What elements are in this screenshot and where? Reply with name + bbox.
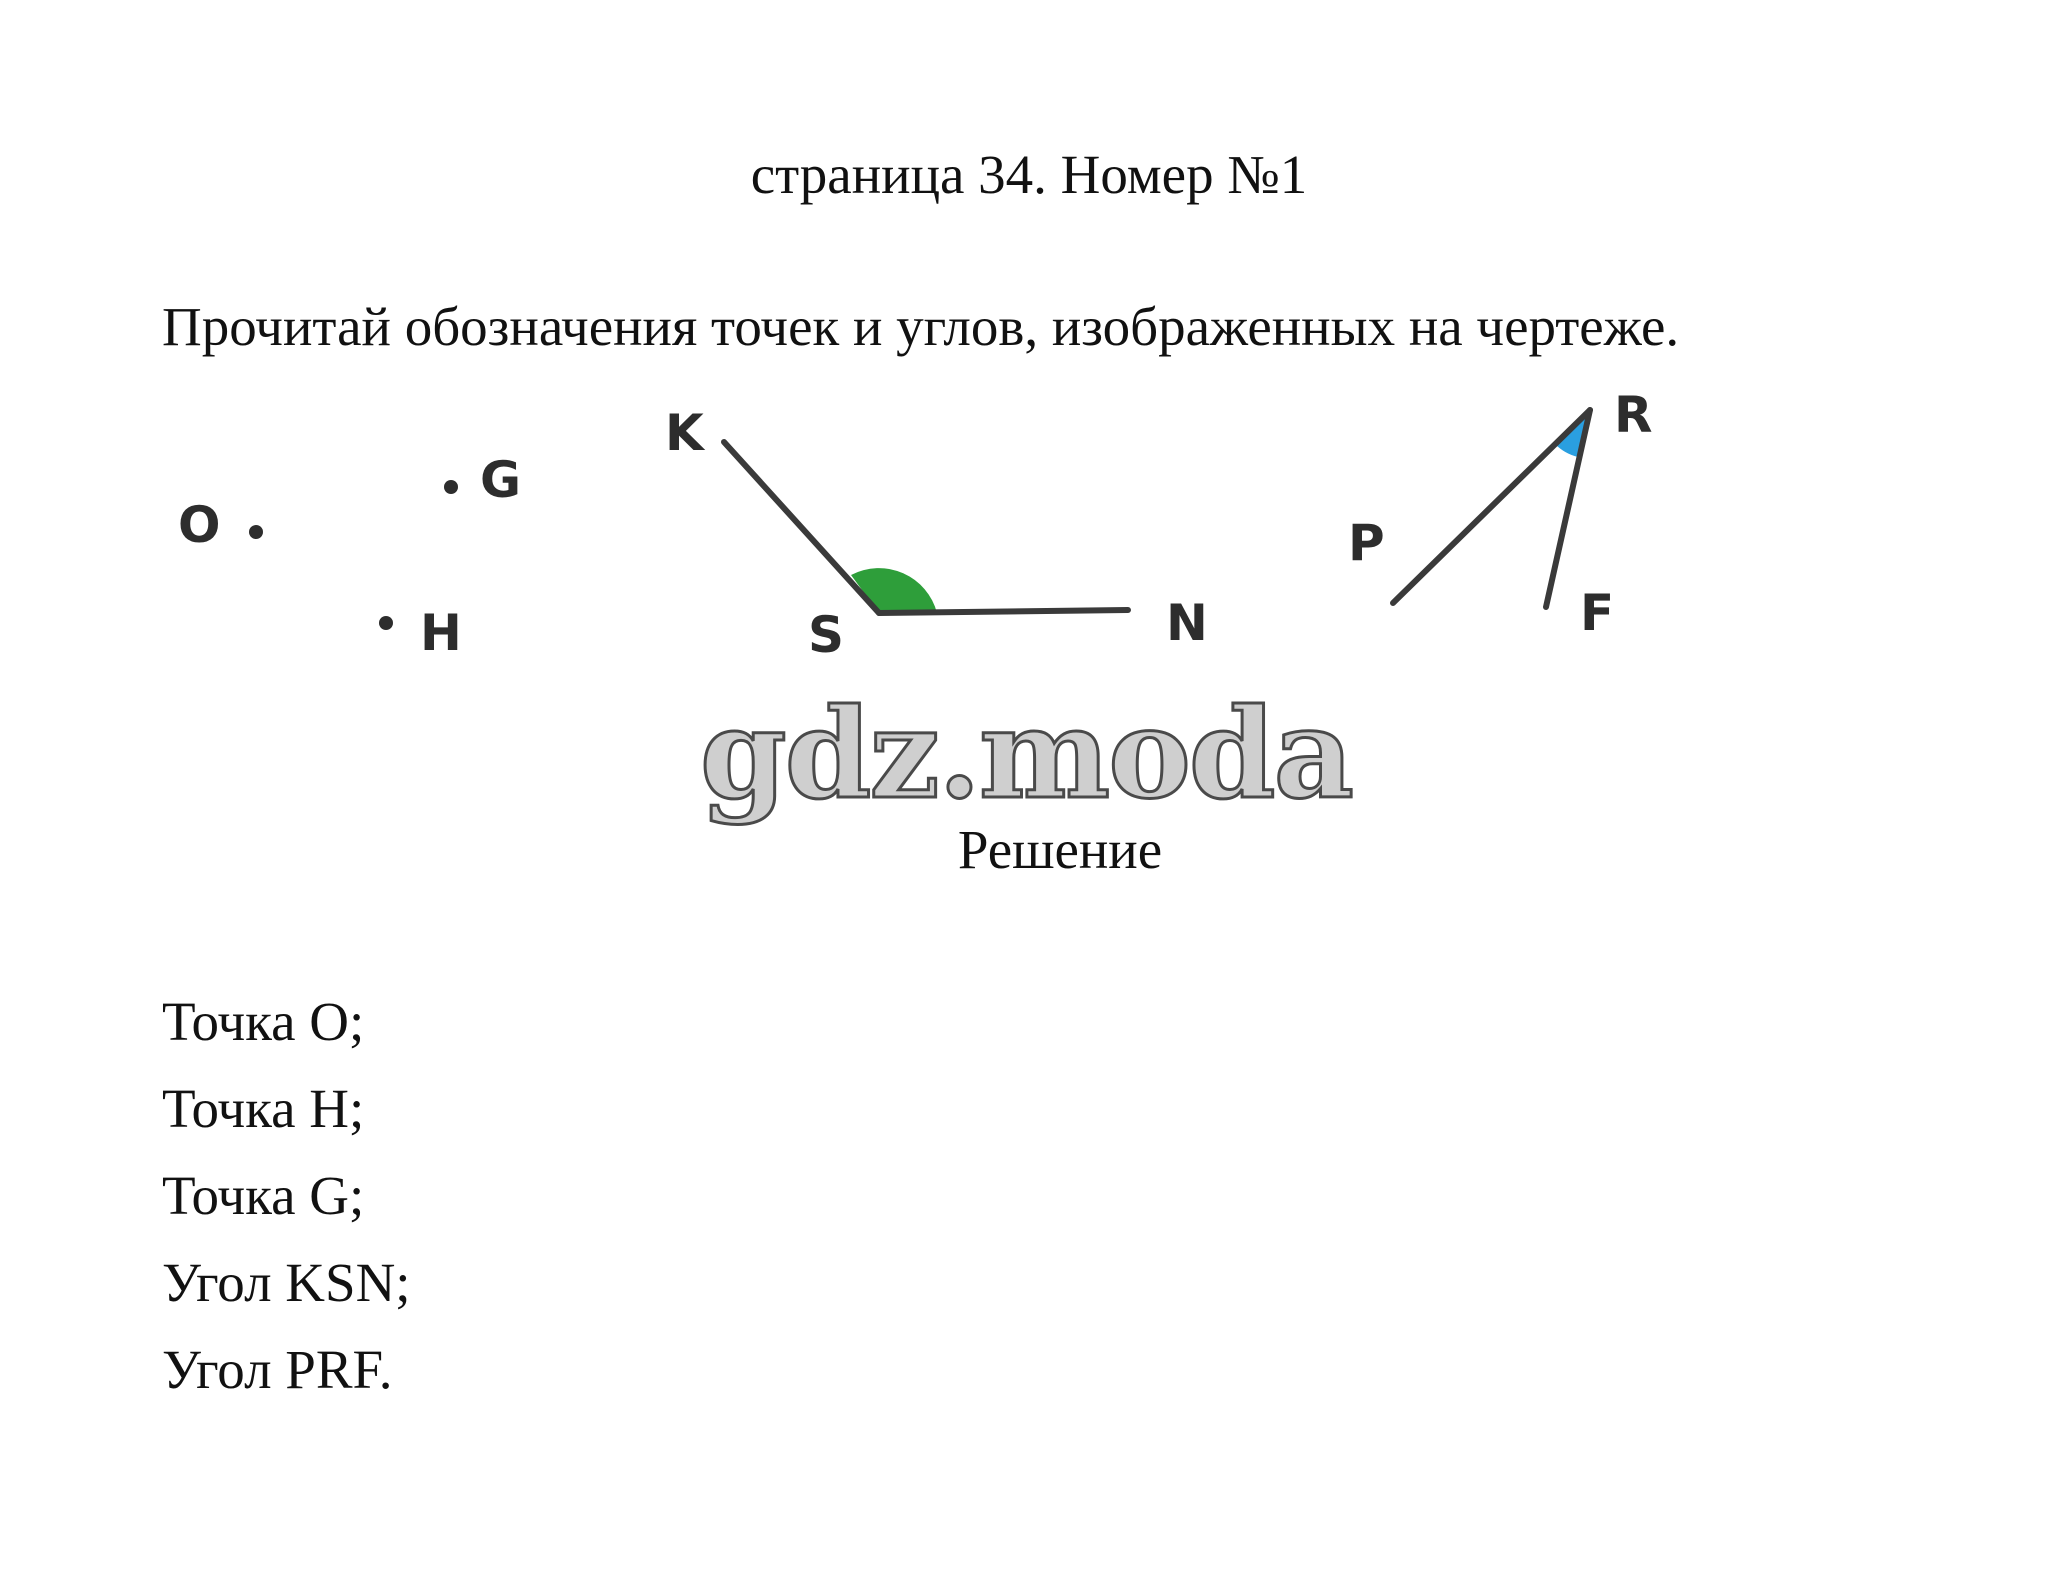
watermark-logo: gdz.moda <box>700 682 1352 827</box>
solution-heading: Решение <box>957 819 1163 880</box>
angle-prf-label-f: F <box>1580 584 1615 642</box>
point-h <box>379 604 462 662</box>
answer-item: Угол PRF. <box>162 1339 393 1400</box>
point-o-dot <box>249 525 263 539</box>
answer-list <box>162 978 411 1413</box>
angle-prf-label-r: R <box>1614 386 1653 444</box>
point-h-dot <box>379 616 393 630</box>
answer-item: Точка Н; <box>162 1078 365 1139</box>
angle-ksn-label-s: S <box>808 606 845 664</box>
answer-item: Точка G; <box>162 1165 365 1226</box>
page-title: страница 34. Номер №1 <box>750 144 1308 205</box>
ray-sn <box>879 610 1128 613</box>
angle-ksn <box>665 404 1208 664</box>
ray-rp <box>1393 410 1590 603</box>
angle-prf <box>1348 386 1653 642</box>
point-g <box>444 451 521 509</box>
angle-prf-label-p: P <box>1348 514 1385 572</box>
task-text: Прочитай обозначения точек и углов, изображенных на чертеже. <box>162 296 1680 357</box>
point-o-label: O <box>178 496 221 554</box>
angle-ksn-label-n: N <box>1166 594 1208 652</box>
angle-ksn-label-k: K <box>665 404 704 462</box>
geometry-figure <box>0 380 2058 700</box>
ray-sk <box>724 442 879 613</box>
angle-ksn-arc <box>851 568 937 613</box>
answer-item: Точка О; <box>162 991 365 1052</box>
point-g-label: G <box>480 451 522 509</box>
point-g-dot <box>444 480 458 494</box>
answer-item: Угол KSN; <box>162 1252 411 1313</box>
point-h-label: H <box>420 604 462 662</box>
point-o <box>178 496 263 554</box>
